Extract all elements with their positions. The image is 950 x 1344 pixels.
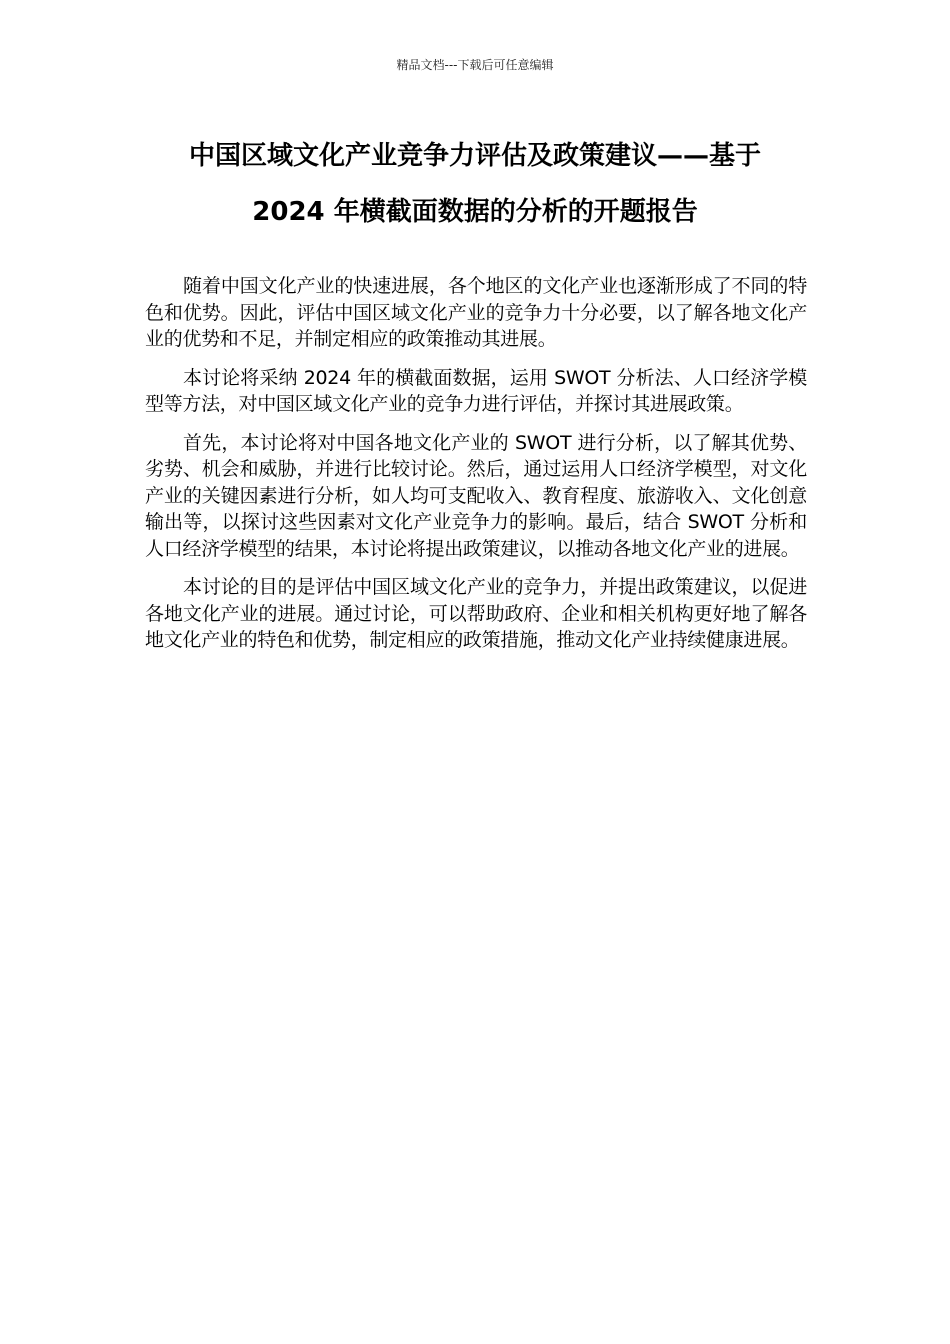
document-body — [145, 273, 807, 666]
document-title — [140, 128, 810, 240]
paragraph-intro: 随着中国文化产业的快速进展，各个地区的文化产业也逐渐形成了不同的特色和优势。因此，评估中国区域文化产业的竞争力十分必要，以了解各地文化产业的优势和不足，并制定相应的政策推动其进展。 — [145, 275, 807, 350]
paragraph-method: 本讨论将采纳 2024 年的横截面数据，运用 SWOT 分析法、人口经济学模型等方法，对中国区域文化产业的竞争力进行评估，并探讨其进展政策。 — [145, 366, 807, 415]
paragraph-purpose: 本讨论的目的是评估中国区域文化产业的竞争力，并提出政策建议，以促进各地文化产业的进展。通过讨论，可以帮助政府、企业和相关机构更好地了解各地文化产业的特色和优势，制定相应的政策措施，推动文化产业持续健康进展。 — [145, 576, 807, 651]
title-line-2: 2024 年横截面数据的分析的开题报告 — [252, 197, 698, 227]
page-header-note: 精品文档---下载后可任意编辑 — [396, 58, 554, 72]
paragraph-analysis: 首先，本讨论将对中国各地文化产业的 SWOT 进行分析，以了解其优势、劣势、机会和威胁，并进行比较讨论。然后，通过运用人口经济学模型，对文化产业的关键因素进行分析，如人均可支配收入、教育程度、旅游收入、文化创意输出等，以探讨这些因素对文化产业竞争力的影响。最后，结合 SWOT 分析和人口经济学模型的结果，本讨论将提出政策建议，以推动各地文化产业的进展。 — [145, 431, 807, 560]
title-line-1: 中国区域文化产业竞争力评估及政策建议——基于 — [188, 141, 761, 171]
